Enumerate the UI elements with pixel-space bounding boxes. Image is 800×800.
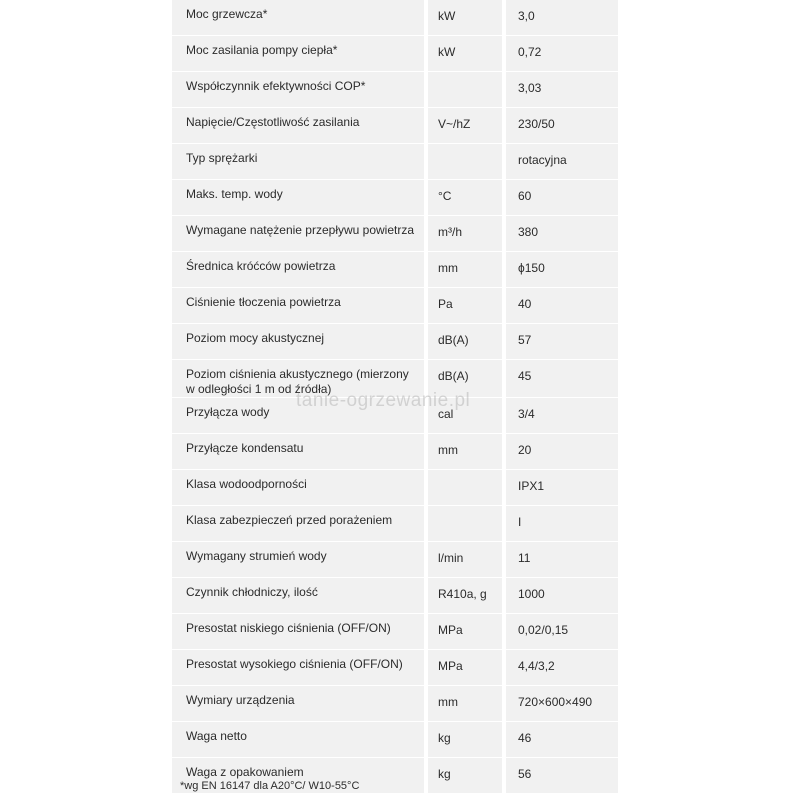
param-name: Ciśnienie tłoczenia powietrza xyxy=(172,288,424,324)
param-unit: R410a, g xyxy=(424,578,502,614)
param-name: Poziom ciśnienia akustycznego (mierzony w odległości 1 m od źródła) xyxy=(172,360,424,398)
param-value: 0,72 xyxy=(502,36,618,72)
param-unit: kW xyxy=(424,0,502,36)
param-value: 20 xyxy=(502,434,618,470)
table-row xyxy=(172,614,618,650)
param-unit: kW xyxy=(424,36,502,72)
param-value: 380 xyxy=(502,216,618,252)
watermark: tanie-ogrzewanie.pl xyxy=(296,390,471,411)
param-name: Wymagany strumień wody xyxy=(172,542,424,578)
param-value: 46 xyxy=(502,722,618,758)
param-name: Poziom mocy akustycznej xyxy=(172,324,424,360)
param-value: 11 xyxy=(502,542,618,578)
param-unit: dB(A) xyxy=(424,324,502,360)
table-row xyxy=(172,36,618,72)
param-value: IPX1 xyxy=(502,470,618,506)
param-value: 3,03 xyxy=(502,72,618,108)
param-unit: mm xyxy=(424,686,502,722)
param-name: Współczynnik efektywności COP* xyxy=(172,72,424,108)
param-unit: °C xyxy=(424,180,502,216)
param-value: ϕ150 xyxy=(502,252,618,288)
param-name: Klasa wodoodporności xyxy=(172,470,424,506)
param-name: Średnica króćców powietrza xyxy=(172,252,424,288)
param-value: 56 xyxy=(502,758,618,794)
param-name: Waga netto xyxy=(172,722,424,758)
table-row xyxy=(172,216,618,252)
param-name: Przyłącze kondensatu xyxy=(172,434,424,470)
table-row xyxy=(172,72,618,108)
param-name: Wymagane natężenie przepływu powietrza xyxy=(172,216,424,252)
table-row xyxy=(172,0,618,36)
param-name: Czynnik chłodniczy, ilość xyxy=(172,578,424,614)
param-name: Napięcie/Częstotliwość zasilania xyxy=(172,108,424,144)
param-value: 3/4 xyxy=(502,398,618,434)
param-unit: MPa xyxy=(424,650,502,686)
param-unit: MPa xyxy=(424,614,502,650)
table-row xyxy=(172,650,618,686)
table-row xyxy=(172,542,618,578)
param-unit xyxy=(424,144,502,180)
table-row xyxy=(172,108,618,144)
param-value: 1000 xyxy=(502,578,618,614)
param-value: rotacyjna xyxy=(502,144,618,180)
param-value: 0,02/0,15 xyxy=(502,614,618,650)
param-unit: dB(A) xyxy=(424,360,502,398)
param-unit xyxy=(424,506,502,542)
param-name: Przyłącza wody xyxy=(172,398,424,434)
param-name: Moc zasilania pompy ciepła* xyxy=(172,36,424,72)
table-row xyxy=(172,360,618,398)
param-value: 4,4/3,2 xyxy=(502,650,618,686)
param-value: 230/50 xyxy=(502,108,618,144)
param-value: 3,0 xyxy=(502,0,618,36)
param-name: Wymiary urządzenia xyxy=(172,686,424,722)
spec-table xyxy=(172,0,618,794)
param-unit: m³/h xyxy=(424,216,502,252)
param-name: Typ sprężarki xyxy=(172,144,424,180)
param-unit: kg xyxy=(424,722,502,758)
table-row xyxy=(172,398,618,434)
table-row xyxy=(172,144,618,180)
table-row xyxy=(172,470,618,506)
param-name: Presostat wysokiego ciśnienia (OFF/ON) xyxy=(172,650,424,686)
param-value: 45 xyxy=(502,360,618,398)
param-name: Moc grzewcza* xyxy=(172,0,424,36)
spec-table-body xyxy=(172,0,618,794)
param-unit: mm xyxy=(424,252,502,288)
table-row xyxy=(172,434,618,470)
param-value: 720×600×490 xyxy=(502,686,618,722)
param-name: Maks. temp. wody xyxy=(172,180,424,216)
param-name: Waga z opakowaniem xyxy=(172,758,424,794)
table-row xyxy=(172,506,618,542)
param-name: Klasa zabezpieczeń przed porażeniem xyxy=(172,506,424,542)
table-row xyxy=(172,578,618,614)
table-row xyxy=(172,288,618,324)
param-unit: mm xyxy=(424,434,502,470)
table-row xyxy=(172,324,618,360)
table-row xyxy=(172,686,618,722)
param-unit: l/min xyxy=(424,542,502,578)
param-unit: Pa xyxy=(424,288,502,324)
param-unit: cal xyxy=(424,398,502,434)
param-unit: V~/hZ xyxy=(424,108,502,144)
table-row xyxy=(172,252,618,288)
param-value: 40 xyxy=(502,288,618,324)
footnote: *wg EN 16147 dla A20°C/ W10-55°C xyxy=(180,780,360,792)
table-row xyxy=(172,722,618,758)
param-name: Presostat niskiego ciśnienia (OFF/ON) xyxy=(172,614,424,650)
table-row xyxy=(172,180,618,216)
param-value: I xyxy=(502,506,618,542)
param-unit xyxy=(424,72,502,108)
param-value: 57 xyxy=(502,324,618,360)
param-unit xyxy=(424,470,502,506)
param-unit: kg xyxy=(424,758,502,794)
param-value: 60 xyxy=(502,180,618,216)
